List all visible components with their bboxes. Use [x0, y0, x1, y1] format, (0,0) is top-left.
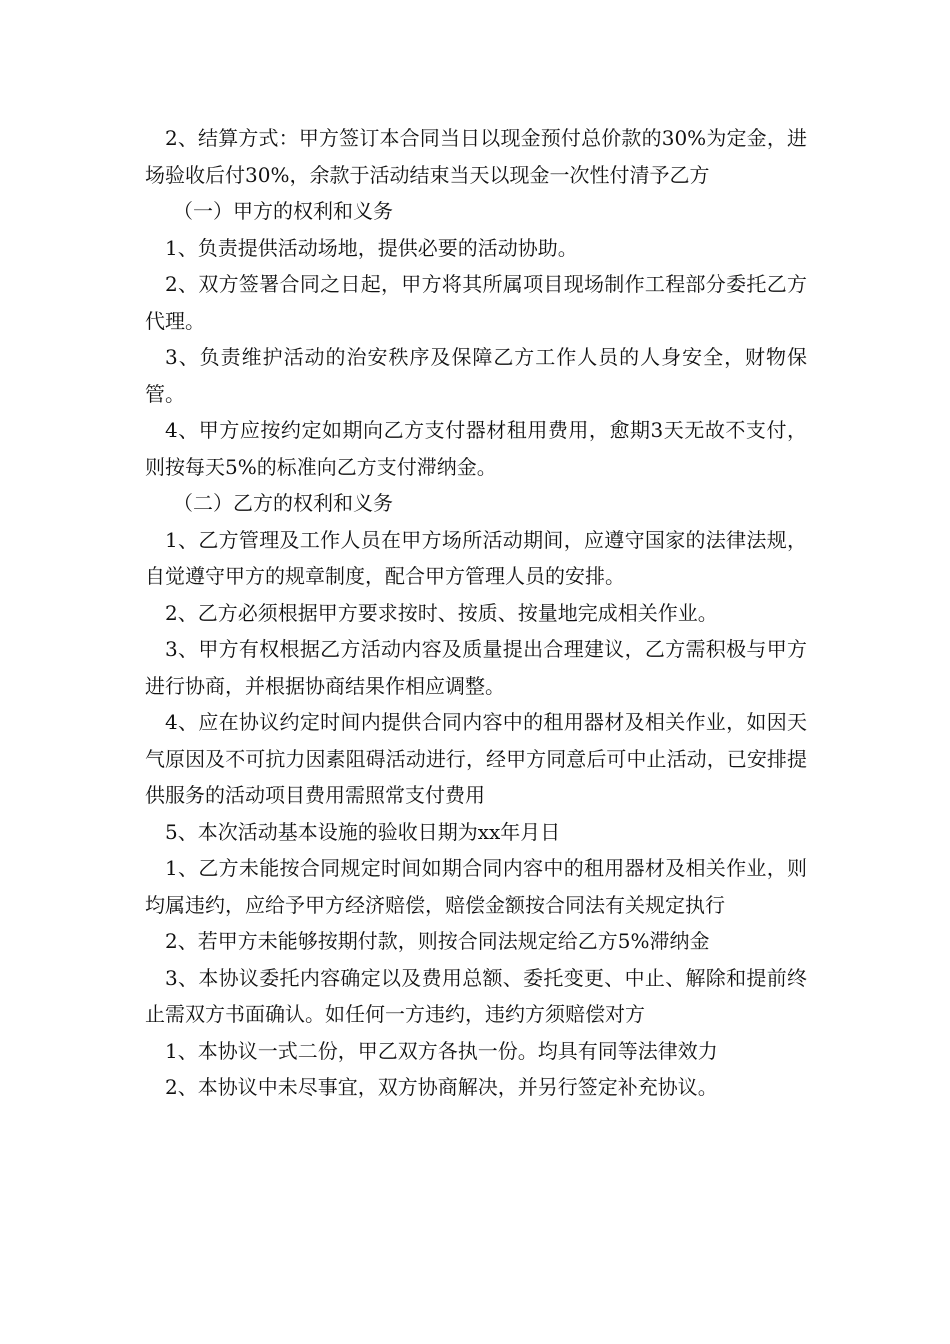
- party-b-rights-heading: （二）乙方的权利和义务: [173, 491, 393, 515]
- breach-clause-1: 1、乙方未能按合同规定时间如期合同内容中的租用器材及相关作业，则均属违约，应给予甲方经济赔偿，赔偿金额按合同法有关规定执行: [145, 856, 807, 917]
- party-b-clause-3: 3、甲方有权根据乙方活动内容及质量提出合理建议，乙方需积极与甲方进行协商，并根据协商结果作相应调整。: [145, 637, 807, 698]
- party-b-clause-5: 5、本次活动基本设施的验收日期为xx年月日: [165, 819, 561, 844]
- party-a-clause-4: 4、甲方应按约定如期向乙方支付器材租用费用，愈期3天无故不支付，则按每天5%的标准向乙方支付滞纳金。: [145, 418, 807, 479]
- breach-clause-3: 3、本协议委托内容确定以及费用总额、委托变更、中止、解除和提前终止需双方书面确认。如任何一方违约，违约方须赔偿对方: [145, 965, 807, 1026]
- party-a-clause-2: 2、双方签署合同之日起，甲方将其所属项目现场制作工程部分委托乙方代理。: [145, 272, 807, 333]
- party-b-clause-1: 1、乙方管理及工作人员在甲方场所活动期间，应遵守国家的法律法规，自觉遵守甲方的规章制度，配合甲方管理人员的安排。: [145, 527, 807, 588]
- settlement-paragraph: 2、结算方式：甲方签订本合同当日以现金预付总价款的30%为定金，进场验收后付30%，余款于活动结束当天以现金一次性付清予乙方: [145, 126, 807, 187]
- party-b-clause-4: 4、应在协议约定时间内提供合同内容中的租用器材及相关作业，如因天气原因及不可抗力因素阻碍活动进行，经甲方同意后可中止活动，已安排提供服务的活动项目费用需照常支付费用: [145, 710, 807, 807]
- party-a-clause-3: 3、负责维护活动的治安秩序及保障乙方工作人员的人身安全，财物保管。: [145, 345, 807, 406]
- party-a-clause-1: 1、负责提供活动场地，提供必要的活动协助。: [165, 235, 578, 260]
- final-clause-1: 1、本协议一式二份，甲乙双方各执一份。均具有同等法律效力: [165, 1038, 718, 1063]
- breach-clause-2: 2、若甲方未能够按期付款，则按合同法规定给乙方5%滞纳金: [165, 929, 710, 953]
- final-clause-2: 2、本协议中未尽事宜，双方协商解决，并另行签定补充协议。: [165, 1075, 718, 1099]
- document-body: [145, 120, 807, 1106]
- party-a-rights-heading: （一）甲方的权利和义务: [173, 199, 393, 223]
- party-b-clause-2: 2、乙方必须根据甲方要求按时、按质、按量地完成相关作业。: [165, 600, 718, 625]
